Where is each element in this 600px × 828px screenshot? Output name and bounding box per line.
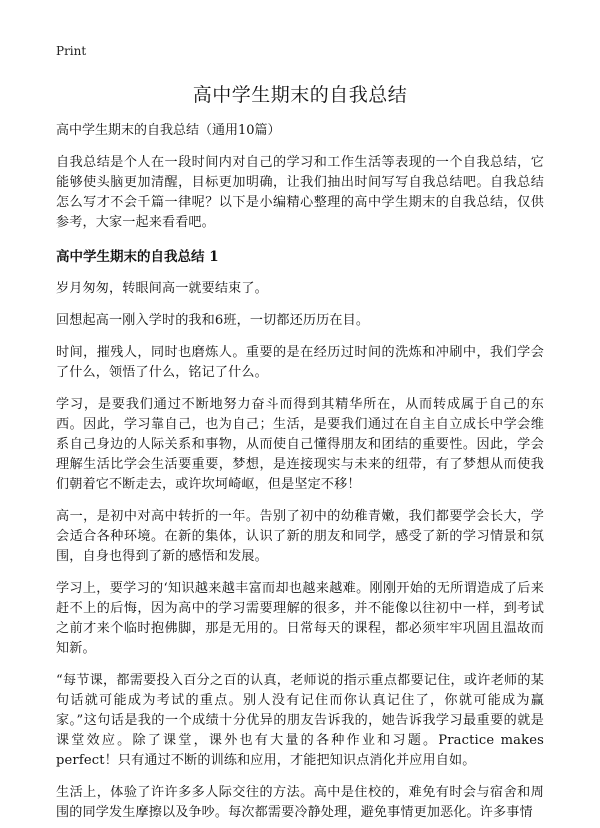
page-title: 高中学生期末的自我总结	[192, 84, 408, 106]
body-paragraph: 高一，是初中对高中转折的一年。告别了初中的幼稚青嫩，我们都要学会长大，学会适合各种环境。在新的集体，认识了新的朋友和同学，感受了新的学习情景和氛围，自身也得到了新的感悟和发展。	[56, 509, 544, 564]
body-paragraph: 岁月匆匆，转眼间高一就要结束了。	[56, 281, 268, 296]
body-paragraph: 学习，是要我们通过不断地努力奋斗而得到其精华所在，从而转成属于自己的东西。因此，学习靠自己，也为自己；生活，是要我们通过在自主自立成长中学会维系自己身边的人际关系和事物，从而使自己懂得朋友和团结的重要性。因此，学会理解生活比学会生活要重要，梦想，是连接现实与未来的纽带，有了梦想从而使我们朝着它不断走去，或许坎坷崎岖，但是坚定不移！	[56, 397, 544, 492]
document-subtitle: 高中学生期末的自我总结（通用10篇）	[56, 123, 281, 138]
body-paragraph: “每节课，都需要投入百分之百的认真，老师说的指示重点都要记住，或许老师的某句话就可能成为考试的重点。别人没有记住而你认真记住了，你就可能成为赢家。”这句话是我的一个成绩十分优异的朋友告诉我的，她告诉我学习最重要的就是课堂效应。除了课堂，课外也有大量的各种作业和习题。Practice makes perfect！只有通过不断的训练和应用，才能把知识点消化并应用自如。	[56, 673, 544, 768]
body-paragraph: 回想起高一刚入学时的我和6班，一切都还历历在目。	[56, 313, 370, 328]
section-heading: 高中学生期末的自我总结 1	[56, 249, 219, 265]
body-paragraph: 生活上，体验了许许多多人际交往的方法。高中是住校的，难免有时会与宿舍和周围的同学发生摩擦以及争吵。每次都需要冷静处理，避免事情更加恶化。许多事情	[56, 785, 544, 820]
body-paragraph: 学习上，要学习的‘知识越来越丰富而却也越来越难。刚刚开始的无所谓造成了后来赶不上的后悔，因为高中的学习需要理解的很多，并不能像以往初中一样，到考试之前才来个临时抱佛脚，那是无用的。日常每天的课程，都必须牢牢巩固且温故而知新。	[56, 581, 544, 656]
body-paragraph: 时间，摧残人，同时也磨炼人。重要的是在经历过时间的洗炼和冲刷中，我们学会了什么，领悟了什么，铭记了什么。	[56, 345, 544, 380]
print-link[interactable]: Print	[56, 44, 87, 58]
intro-paragraph: 自我总结是个人在一段时间内对自己的学习和工作生活等表现的一个自我总结，它能够使头脑更加清醒，目标更加明确，让我们抽出时间写写自我总结吧。自我总结怎么写才不会千篇一律呢？以下是小编精心整理的高中学生期末的自我总结，仅供参考，大家一起来看看吧。	[56, 155, 544, 230]
